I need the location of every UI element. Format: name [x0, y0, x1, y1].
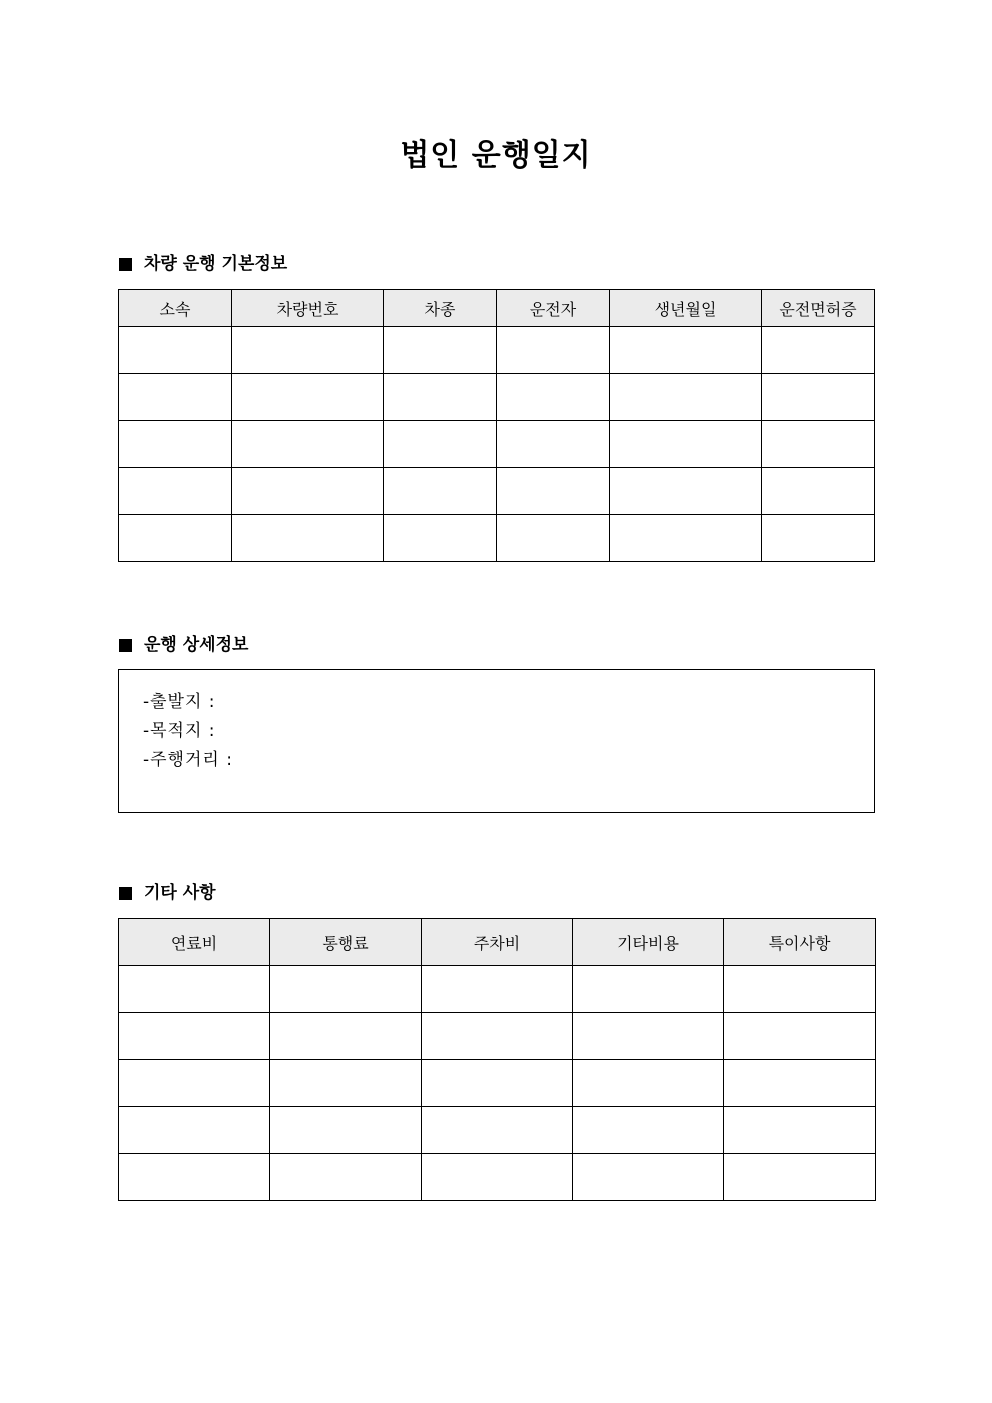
table-cell[interactable]: [270, 1013, 422, 1060]
column-header: 특이사항: [724, 919, 876, 966]
table-cell[interactable]: [762, 327, 875, 374]
table-cell[interactable]: [232, 327, 384, 374]
table-cell[interactable]: [384, 515, 497, 562]
page-title: 법인 운행일지: [400, 138, 592, 173]
table-cell[interactable]: [119, 1060, 270, 1107]
column-header: 차량번호: [232, 290, 384, 327]
trip-details-box: [118, 669, 875, 813]
table-cell[interactable]: [422, 1154, 573, 1201]
table-cell[interactable]: [497, 421, 610, 468]
table-row: [119, 966, 876, 1013]
column-header: 운전자: [497, 290, 610, 327]
destination-line: -목적지 :: [143, 721, 216, 741]
table-row: [119, 515, 875, 562]
table-cell[interactable]: [384, 421, 497, 468]
table-cell[interactable]: [497, 374, 610, 421]
section-heading-other: [119, 880, 216, 906]
table-row: [119, 327, 875, 374]
table-row: [119, 421, 875, 468]
table-row: [119, 374, 875, 421]
table-cell[interactable]: [724, 966, 876, 1013]
table-cell[interactable]: [119, 327, 232, 374]
table-row: [119, 1154, 876, 1201]
table-cell[interactable]: [610, 327, 762, 374]
column-header: 소속: [119, 290, 232, 327]
square-bullet-icon: [119, 639, 132, 652]
column-header: 기타비용: [573, 919, 724, 966]
table-cell[interactable]: [119, 468, 232, 515]
table-cell[interactable]: [610, 515, 762, 562]
table-cell[interactable]: [724, 1060, 876, 1107]
table-cell[interactable]: [610, 374, 762, 421]
table-cell[interactable]: [497, 515, 610, 562]
vehicle-info-table: [118, 289, 875, 562]
table-row: [119, 1107, 876, 1154]
column-header: 통행료: [270, 919, 422, 966]
table-header-row: [119, 290, 875, 327]
other-expenses-table: [118, 918, 876, 1201]
column-header: 주차비: [422, 919, 573, 966]
table-row: [119, 1060, 876, 1107]
table-cell[interactable]: [573, 1154, 724, 1201]
table-cell[interactable]: [384, 468, 497, 515]
table-row: [119, 468, 875, 515]
table-cell[interactable]: [573, 966, 724, 1013]
table-cell[interactable]: [610, 421, 762, 468]
table-header-row: [119, 919, 876, 966]
table-cell[interactable]: [724, 1154, 876, 1201]
table-cell[interactable]: [270, 1107, 422, 1154]
table-cell[interactable]: [724, 1107, 876, 1154]
table-cell[interactable]: [762, 421, 875, 468]
table-cell[interactable]: [610, 468, 762, 515]
column-header: 운전면허증: [762, 290, 875, 327]
table-row: [119, 1013, 876, 1060]
table-cell[interactable]: [762, 515, 875, 562]
table-cell[interactable]: [573, 1013, 724, 1060]
section-heading-trip-details: [119, 632, 248, 658]
departure-line: -출발지 :: [143, 692, 216, 712]
table-cell[interactable]: [119, 1107, 270, 1154]
table-cell[interactable]: [384, 327, 497, 374]
table-cell[interactable]: [232, 468, 384, 515]
square-bullet-icon: [119, 887, 132, 900]
section-heading-label: 기타 사항: [144, 883, 216, 903]
table-cell[interactable]: [724, 1013, 876, 1060]
table-cell[interactable]: [232, 421, 384, 468]
table-cell[interactable]: [232, 374, 384, 421]
section-heading-label: 차량 운행 기본정보: [144, 254, 288, 274]
table-cell[interactable]: [119, 1154, 270, 1201]
table-cell[interactable]: [270, 1060, 422, 1107]
distance-line: -주행거리 :: [143, 750, 233, 770]
table-cell[interactable]: [573, 1107, 724, 1154]
table-cell[interactable]: [422, 966, 573, 1013]
section-heading-vehicle-info: [119, 251, 287, 277]
square-bullet-icon: [119, 258, 132, 271]
table-cell[interactable]: [762, 374, 875, 421]
table-cell[interactable]: [762, 468, 875, 515]
table-cell[interactable]: [270, 1154, 422, 1201]
table-cell[interactable]: [119, 1013, 270, 1060]
table-cell[interactable]: [497, 468, 610, 515]
table-cell[interactable]: [119, 374, 232, 421]
column-header: 생년월일: [610, 290, 762, 327]
table-cell[interactable]: [422, 1107, 573, 1154]
table-cell[interactable]: [119, 421, 232, 468]
column-header: 차종: [384, 290, 497, 327]
table-cell[interactable]: [422, 1013, 573, 1060]
table-cell[interactable]: [573, 1060, 724, 1107]
table-cell[interactable]: [384, 374, 497, 421]
table-cell[interactable]: [119, 515, 232, 562]
table-cell[interactable]: [497, 327, 610, 374]
table-cell[interactable]: [119, 966, 270, 1013]
table-cell[interactable]: [270, 966, 422, 1013]
column-header: 연료비: [119, 919, 270, 966]
table-cell[interactable]: [232, 515, 384, 562]
section-heading-label: 운행 상세정보: [144, 635, 249, 655]
table-cell[interactable]: [422, 1060, 573, 1107]
